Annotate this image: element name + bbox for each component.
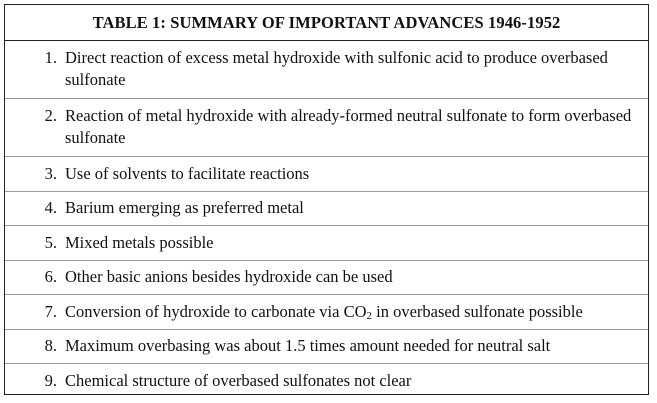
table-row <box>5 226 648 261</box>
row-text-after: in overbased sulfonate possible <box>372 301 583 321</box>
row-number: 6. <box>44 267 57 287</box>
table-row <box>5 192 648 227</box>
table-row <box>5 295 648 330</box>
table-row <box>5 99 648 157</box>
row-text-before: Conversion of hydroxide to carbonate via CO <box>65 301 367 321</box>
row-text-subscript: 2 <box>366 309 373 322</box>
table-row <box>5 157 648 192</box>
row-number: 9. <box>44 371 57 391</box>
table-row <box>5 330 648 365</box>
row-number: 1. <box>44 48 57 67</box>
row-text: Maximum overbasing was about 1.5 times amount needed for neutral salt <box>65 336 551 356</box>
table-row <box>5 41 648 99</box>
row-text: Other basic anions besides hydroxide can be used <box>65 267 393 287</box>
row-number: 7. <box>44 301 57 321</box>
row-number: 4. <box>44 198 57 218</box>
advances-table <box>4 4 649 395</box>
table-title: TABLE 1: SUMMARY OF IMPORTANT ADVANCES 1946-1952 <box>5 5 648 41</box>
table-row <box>5 261 648 296</box>
row-text <box>65 301 648 323</box>
row-text: Barium emerging as preferred metal <box>65 198 304 218</box>
row-text: Use of solvents to facilitate reactions <box>65 163 310 183</box>
row-text: Direct reaction of excess metal hydroxide with sulfonic acid to produce overbased sulfonate <box>65 48 608 89</box>
row-text: Mixed metals possible <box>65 232 214 252</box>
row-number: 3. <box>44 163 57 183</box>
row-text: Reaction of metal hydroxide with already-formed neutral sulfonate to form overbased sulfonate <box>65 106 632 147</box>
row-number: 8. <box>44 336 57 356</box>
row-number: 5. <box>44 232 57 252</box>
row-number: 2. <box>44 106 57 125</box>
table-row <box>5 364 648 399</box>
row-text: Chemical structure of overbased sulfonates not clear <box>65 371 412 391</box>
